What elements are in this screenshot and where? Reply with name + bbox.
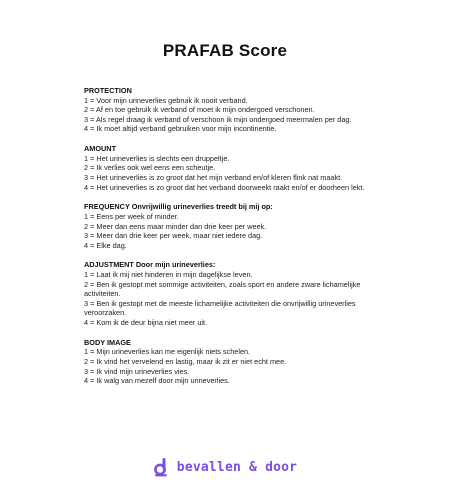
section-adjustment <box>84 260 374 327</box>
section-subheading: Onvrijwillig urineverlies treedt bij mij op: <box>131 202 273 212</box>
answer-item: 2 = Ben ik gestopt met sommige activiteiten, zoals sport en andere zware lichamelijke activiteiten. <box>84 279 361 299</box>
section-body-image <box>84 338 374 386</box>
questionnaire-content <box>84 86 374 396</box>
section-heading: FREQUENCY Onvrijwillig urineverlies treedt bij mij op: <box>84 202 273 212</box>
answer-item: 3 = Meer dan drie keer per week, maar niet iedere dag. <box>84 231 263 241</box>
bevallen-door-logo-icon <box>153 457 171 477</box>
answer-item: 4 = Elke dag. <box>84 240 127 250</box>
answer-item: 2 = Ik verlies ook wel eens een scheutje. <box>84 163 216 173</box>
page-title: PRAFAB Score <box>162 41 288 60</box>
answer-item: 2 = Af en toe gebruik ik verband of moet ik mijn ondergoed verschonen. <box>84 105 315 115</box>
section-heading: BODY IMAGE <box>84 337 131 347</box>
section-heading: AMOUNT <box>84 144 117 154</box>
brand-name: bevallen & door <box>176 459 298 475</box>
answer-item: 1 = Eens per week of minder. <box>84 211 179 221</box>
section-heading: PROTECTION <box>84 86 132 95</box>
answer-item: 4 = Het urineverlies is zo groot dat het verband doorweekt raakt en/of er doorheen lekt. <box>84 182 365 192</box>
answer-item: 3 = Ben ik gestopt met de meeste lichamelijke activiteiten die onvrijwillig urineverlies veroorzaken. <box>84 298 356 318</box>
section-subheading: Door mijn urineverlies: <box>135 260 216 270</box>
answer-item: 1 = Het urineverlies is slechts een druppeltje. <box>84 153 230 163</box>
answer-item: 3 = Het urineverlies is zo groot dat het mijn verband en/of kleren flink nat maakt. <box>84 172 343 182</box>
answer-item: 2 = Meer dan eens maar minder dan drie keer per week. <box>84 221 267 231</box>
answer-item: 3 = Ik vind mijn urineverlies vies. <box>84 366 190 376</box>
answer-item: 4 = Kom ik de deur bijna niet meer uit. <box>84 318 208 328</box>
answer-item: 1 = Laat ik mij niet hinderen in mijn dagelijkse leven. <box>84 270 253 280</box>
section-heading: ADJUSTMENT Door mijn urineverlies: <box>84 260 216 270</box>
section-frequency <box>84 202 374 250</box>
answer-item: 1 = Mijn urineverlies kan me eigenlijk niets schelen. <box>84 347 251 357</box>
answer-item: 2 = Ik vind het vervelend en lastig, maar ik zit er niet echt mee. <box>84 357 287 366</box>
answer-item: 4 = Ik moet altijd verband gebruiken voor mijn incontinentie. <box>84 124 277 134</box>
section-amount <box>84 144 374 192</box>
answer-item: 4 = Ik walg van mezelf door mijn urineverlies. <box>84 376 230 386</box>
section-protection <box>84 86 374 134</box>
brand-footer <box>0 455 450 479</box>
answer-item: 3 = Als regel draag ik verband of verschoon ik mijn ondergoed meermalen per dag. <box>84 114 352 124</box>
answer-item: 1 = Voor mijn urineverlies gebruik ik nooit verband. <box>84 95 248 105</box>
